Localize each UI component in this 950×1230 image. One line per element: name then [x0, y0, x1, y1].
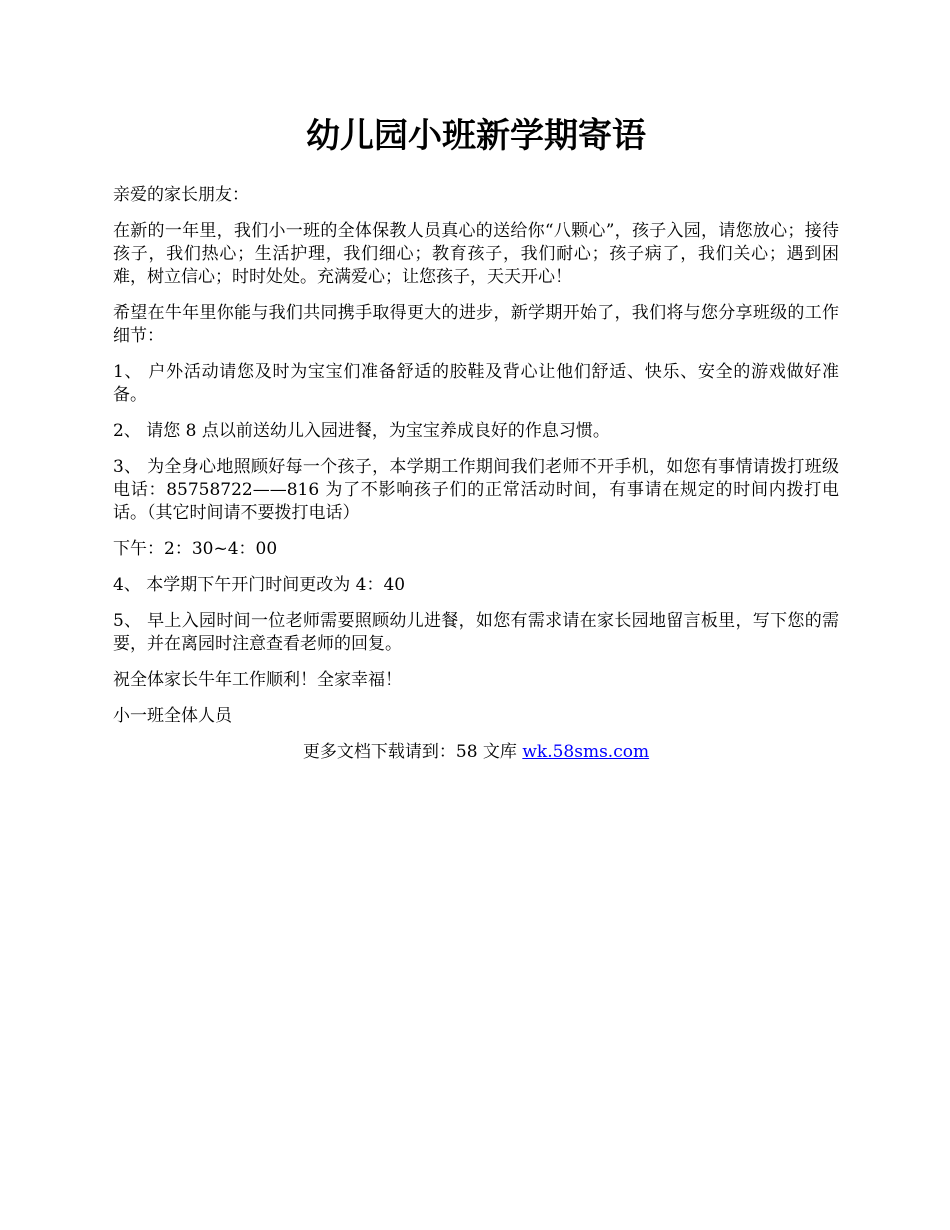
document-title: 幼儿园小班新学期寄语 — [306, 116, 646, 156]
greeting: 亲爱的家长朋友： — [113, 185, 249, 205]
paragraph-eight-hearts: 在新的一年里，我们小一班的全体保教人员真心的送给你“八颗心”，孩子入园，请您放心；接待孩子，我们热心；生活护理，我们细心；教育孩子，我们耐心；孩子病了，我们关心；遇到困难，树立信心；时时处处。充满爱心；让您孩子，天天开心！ — [113, 221, 839, 287]
list-item-3: 3、 为全身心地照顾好每一个孩子，本学期工作期间我们老师不开手机，如您有事情请拨打班级电话：85758722——816 为了不影响孩子们的正常活动时间，有事请在规定的时间内拨打电话。（其它时间请不要拨打电话） — [113, 457, 839, 523]
closing-wish: 祝全体家长牛年工作顺利！全家幸福！ — [113, 670, 402, 690]
paragraph-intro: 希望在牛年里你能与我们共同携手取得更大的进步，新学期开始了，我们将与您分享班级的工作细节： — [113, 303, 839, 346]
document-page — [113, 110, 839, 764]
list-item-1: 1、 户外活动请您及时为宝宝们准备舒适的胶鞋及背心让他们舒适、快乐、安全的游戏做好准备。 — [113, 362, 839, 405]
footer — [113, 741, 839, 764]
signature: 小一班全体人员 — [113, 706, 232, 726]
list-item-5: 5、 早上入园时间一位老师需要照顾幼儿进餐，如您有需求请在家长园地留言板里，写下您的需要，并在离园时注意查看老师的回复。 — [113, 611, 839, 654]
footer-link[interactable]: wk.58sms.com — [522, 742, 650, 762]
footer-text: 更多文档下载请到：58 文库 — [302, 742, 523, 762]
list-item-2: 2、 请您 8 点以前送幼儿入园进餐，为宝宝养成良好的作息习惯。 — [113, 421, 610, 441]
afternoon-time: 下午：2：30~4：00 — [113, 539, 278, 559]
list-item-4: 4、 本学期下午开门时间更改为 4：40 — [113, 575, 406, 595]
